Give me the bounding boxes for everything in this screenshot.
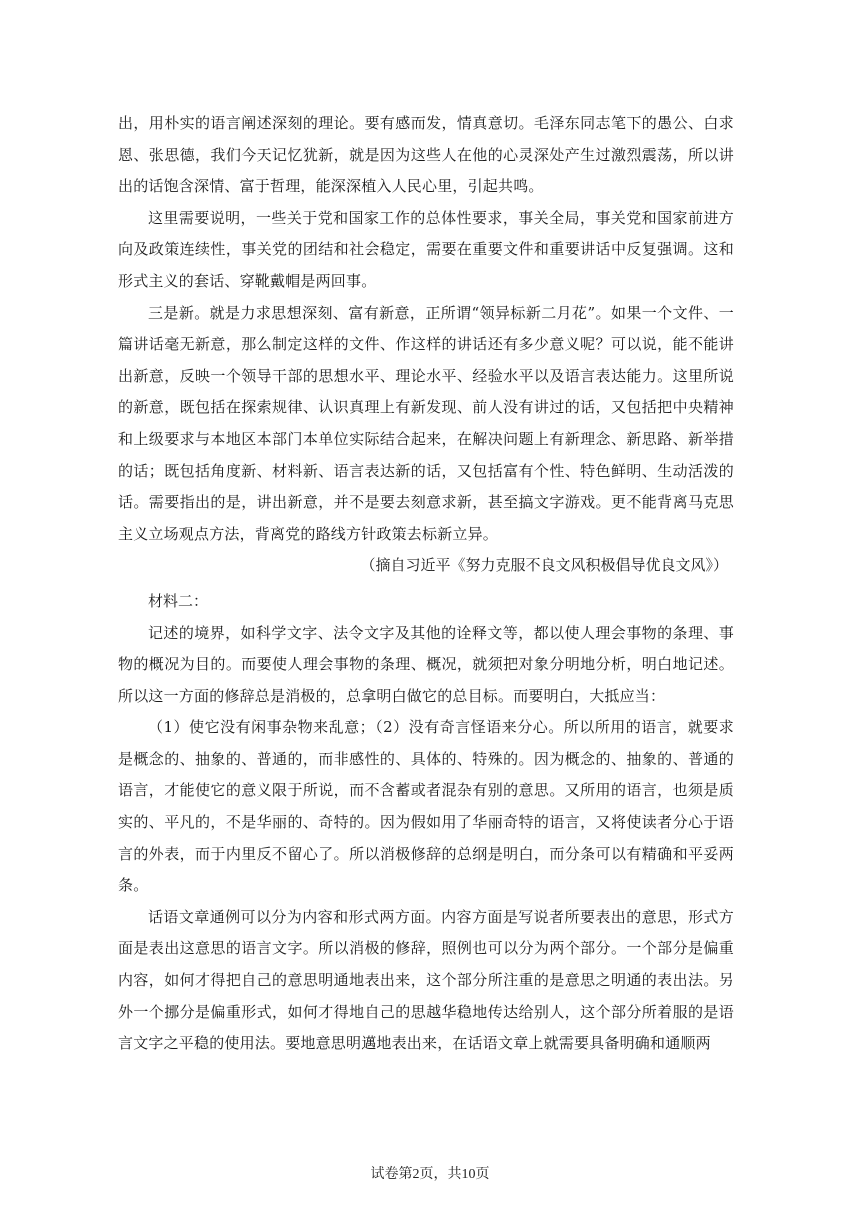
material-two-paragraph-3: 话语文章通例可以分为内容和形式两方面。内容方面是写说者所要表出的意思，形式方面是表出这意思的语言文字。所以消极的修辞，照例也可以分为两个部分。一个部分是偏重内容，如何才得把自己的意思明通地表出来，这个部分所注重的是意思之明通的表出法。另外一个挪分是偏重形式，如何才得地自己的思越华稳地传达给别人，这个部分所着服的是语言文字之平稳的使用法。要地意思明邁地表出来，在话语文章上就需要具备明确和通顺两 bbox=[118, 907, 734, 1053]
paragraph-continuation: 出，用朴实的语言阐述深刻的理论。要有感而发，情真意切。毛泽东同志笔下的愚公、白求恩、张思德，我们今天记忆犹新，就是因为这些人在他的心灵深处产生过激烈震荡，所以讲出的话饱含深情、富于哲理，能深深植入人民心里，引起共鸣。 bbox=[118, 114, 734, 196]
paragraph-third-point: 三是新。就是力求思想深刻、富有新意，正所谓“领异标新二月花”。如果一个文件、一篇讲话毫无新意，那么制定这样的文件、作这样的讲话还有多少意义呢？可以说，能不能讲出新意，反映一个领导干部的思想水平、理论水平、经验水平以及语言表达能力。这里所说的新意，既包括在探索规律、认识真理上有新发现、前人没有讲过的话，又包括把中央精神和上级要求与本地区本部门本单位实际结合起来，在解决问题上有新理念、新思路、新举措的话；既包括角度新、材料新、语言表达新的话，又包括富有个性、特色鲜明、生动活泼的话。需要指出的是，讲出新意，并不是要去刻意求新，甚至搞文字游戏。更不能背离马克思主义立场观点方法，背离党的路线方针政策去标新立异。 bbox=[118, 303, 734, 543]
paragraph-note: 这里需要说明，一些关于党和国家工作的总体性要求，事关全局，事关党和国家前进方向及政策连续性，事关党的团结和社会稳定，需要在重要文件和重要讲话中反复强调。这和形式主义的套话、穿靴戴帽是两回事。 bbox=[118, 208, 734, 290]
page-footer: 试卷第2页，共10页 bbox=[370, 1167, 490, 1182]
material-two-label: 材料二： bbox=[148, 591, 209, 610]
document-body bbox=[118, 108, 734, 1060]
material-two-paragraph-1: 记述的境界，如科学文字、法令文字及其他的诠释文等，都以使人理会事物的条理、事物的概况为目的。而要使人理会事物的条理、概况，就须把对象分明地分析，明白地记述。所以这一方面的修辞总是消极的，总拿明白做它的总目标。而要明白，大抵应当： bbox=[118, 623, 734, 705]
source-citation: （摘自习近平《努力克服不良文风积极倡导优良文风》） bbox=[360, 556, 728, 575]
material-two-paragraph-2: （1）使它没有闲事杂物来乱意；（2）没有奇言怪语来分心。所以所用的语言，就要求是概念的、抽象的、普通的，而非感性的、具体的、特殊的。因为概念的、抽象的、普通的语言，才能使它的意义限于所说，而不含蓄或者混杂有别的意思。又所用的语言，也须是质实的、平凡的，不是华丽的、奇特的。因为假如用了华丽奇特的语言，又将使读者分心于语言的外表，而于内里反不留心了。所以消极修辞的总纲是明白，而分条可以有精确和平妥两条。 bbox=[118, 718, 734, 895]
